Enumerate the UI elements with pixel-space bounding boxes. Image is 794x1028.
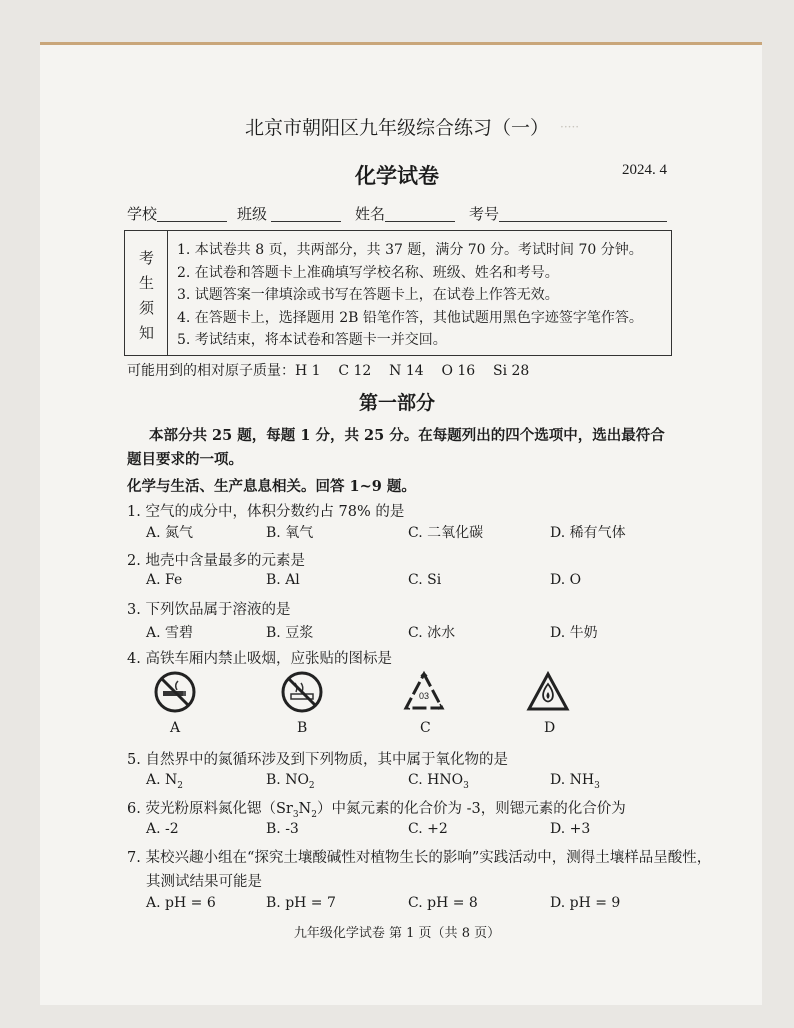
- notice-items: [177, 239, 643, 352]
- q2-option-b: B. Al: [266, 572, 300, 588]
- q4-option-d: D: [544, 720, 556, 736]
- question-1-stem: 1. 空气的成分中，体积分数约占 78% 的是: [127, 504, 405, 520]
- q2-option-c: C. Si: [408, 572, 442, 588]
- q7-option-c: C. pH = 8: [408, 895, 478, 911]
- q4-option-c: C: [420, 720, 431, 736]
- atomic-masses: 可能用到的相对原子质量：H 1 C 12 N 14 O 16 Si 28: [127, 363, 530, 379]
- question-5-stem: 5. 自然界中的氮循环涉及到下列物质，其中属于氧化物的是: [127, 752, 508, 768]
- q6-option-b: B. -3: [266, 821, 299, 837]
- bleed-through-text: ·····: [560, 120, 580, 134]
- exam-number-label: 考号: [469, 205, 500, 223]
- q4-option-a: A: [170, 720, 181, 736]
- question-7-stem: 7. 某校兴趣小组在“探究土壤酸碱性对植物生长的影响”实践活动中，测得土壤样品呈酸性，: [127, 850, 712, 866]
- notice-item: 1. 本试卷共 8 页，共两部分，共 37 题，满分 70 分。考试时间 70 分钟。: [177, 242, 643, 258]
- class-label: 班级: [237, 205, 268, 223]
- flammable-warning-icon: [526, 670, 570, 714]
- exam-title: 北京市朝阳区九年级综合练习（一）: [244, 117, 549, 139]
- notice-item: 5. 考试结束，将本试卷和答题卡一并交回。: [177, 332, 447, 348]
- notice-side-label: 考 生 须 知: [125, 231, 168, 355]
- q5-option-d: D. $NH_3$: [550, 772, 600, 791]
- recycle-code: 03: [418, 691, 430, 701]
- notice-item: 3. 试题答案一律填涂或书写在答题卡上，在试卷上作答无效。: [177, 287, 559, 303]
- q3-option-a: A. 雪碧: [146, 625, 194, 641]
- q2-option-d: D. O: [550, 572, 582, 588]
- page-footer: 九年级化学试卷 第 1 页（共 8 页）: [293, 926, 501, 941]
- q1-option-a: A. 氮气: [146, 525, 194, 541]
- exam-date: 2024. 4: [622, 162, 667, 178]
- name-label: 姓名: [355, 205, 386, 223]
- question-2-stem: 2. 地壳中含量最多的元素是: [127, 553, 305, 569]
- q4-option-b: B: [297, 720, 308, 736]
- q5-option-a: A. $N_2$: [146, 772, 183, 791]
- q1-option-b: B. 氧气: [266, 525, 314, 541]
- no-smoking-cigarette-icon: [280, 670, 324, 714]
- exam-subtitle: 化学试卷: [355, 163, 439, 188]
- q6-option-d: D. +3: [550, 821, 591, 837]
- question-7-stem-cont: 其测试结果可能是: [146, 874, 262, 890]
- q2-option-a: A. Fe: [146, 572, 183, 588]
- part-intro: 本部分共 25 题，每题 1 分，共 25 分。在每题列出的四个选项中，选出最符合题目要求的一项。: [127, 427, 665, 468]
- question-3-stem: 3. 下列饮品属于溶液的是: [127, 602, 291, 618]
- candidate-notice-box: [124, 230, 672, 356]
- notice-item: 2. 在试卷和答题卡上准确填写学校名称、班级、姓名和考号。: [177, 264, 559, 281]
- notice-item: 4. 在答题卡上，选择题用 2B 铅笔作答，其他试题用黑色字迹签字笔作答。: [177, 309, 643, 326]
- q1-option-d: D. 稀有气体: [550, 525, 626, 541]
- q3-option-c: C. 冰水: [408, 625, 456, 641]
- q3-option-b: B. 豆浆: [266, 625, 314, 641]
- part-title: 第一部分: [358, 392, 435, 414]
- question-4-stem: 4. 高铁车厢内禁止吸烟，应张贴的图标是: [127, 651, 392, 667]
- recycle-icon: [402, 670, 446, 714]
- q7-option-a: A. pH = 6: [146, 895, 216, 911]
- q3-option-d: D. 牛奶: [550, 625, 598, 641]
- exam-number-line: [499, 221, 667, 222]
- no-smoking-icon: [153, 670, 197, 714]
- q6-option-a: A. -2: [146, 821, 179, 837]
- q7-option-b: B. pH = 7: [266, 895, 336, 911]
- class-line: [271, 221, 341, 222]
- school-label: 学校: [127, 205, 158, 223]
- question-group-intro: 化学与生活、生产息息相关。回答 1~9 题。: [127, 478, 416, 495]
- q5-option-c: C. $HNO_3$: [408, 772, 469, 791]
- q5-option-b: B. $NO_2$: [266, 772, 315, 791]
- q6-option-c: C. +2: [408, 821, 448, 837]
- student-info-fields: [127, 203, 667, 227]
- question-6-stem: 6. 荧光粉原料氮化锶$(Sr_3N_2)$中氮元素的化合价为 -3，则锶元素的化合价为: [127, 801, 626, 820]
- school-line: [157, 221, 227, 222]
- q1-option-c: C. 二氧化碳: [408, 525, 484, 541]
- q7-option-d: D. pH = 9: [550, 895, 621, 911]
- name-line: [385, 221, 455, 222]
